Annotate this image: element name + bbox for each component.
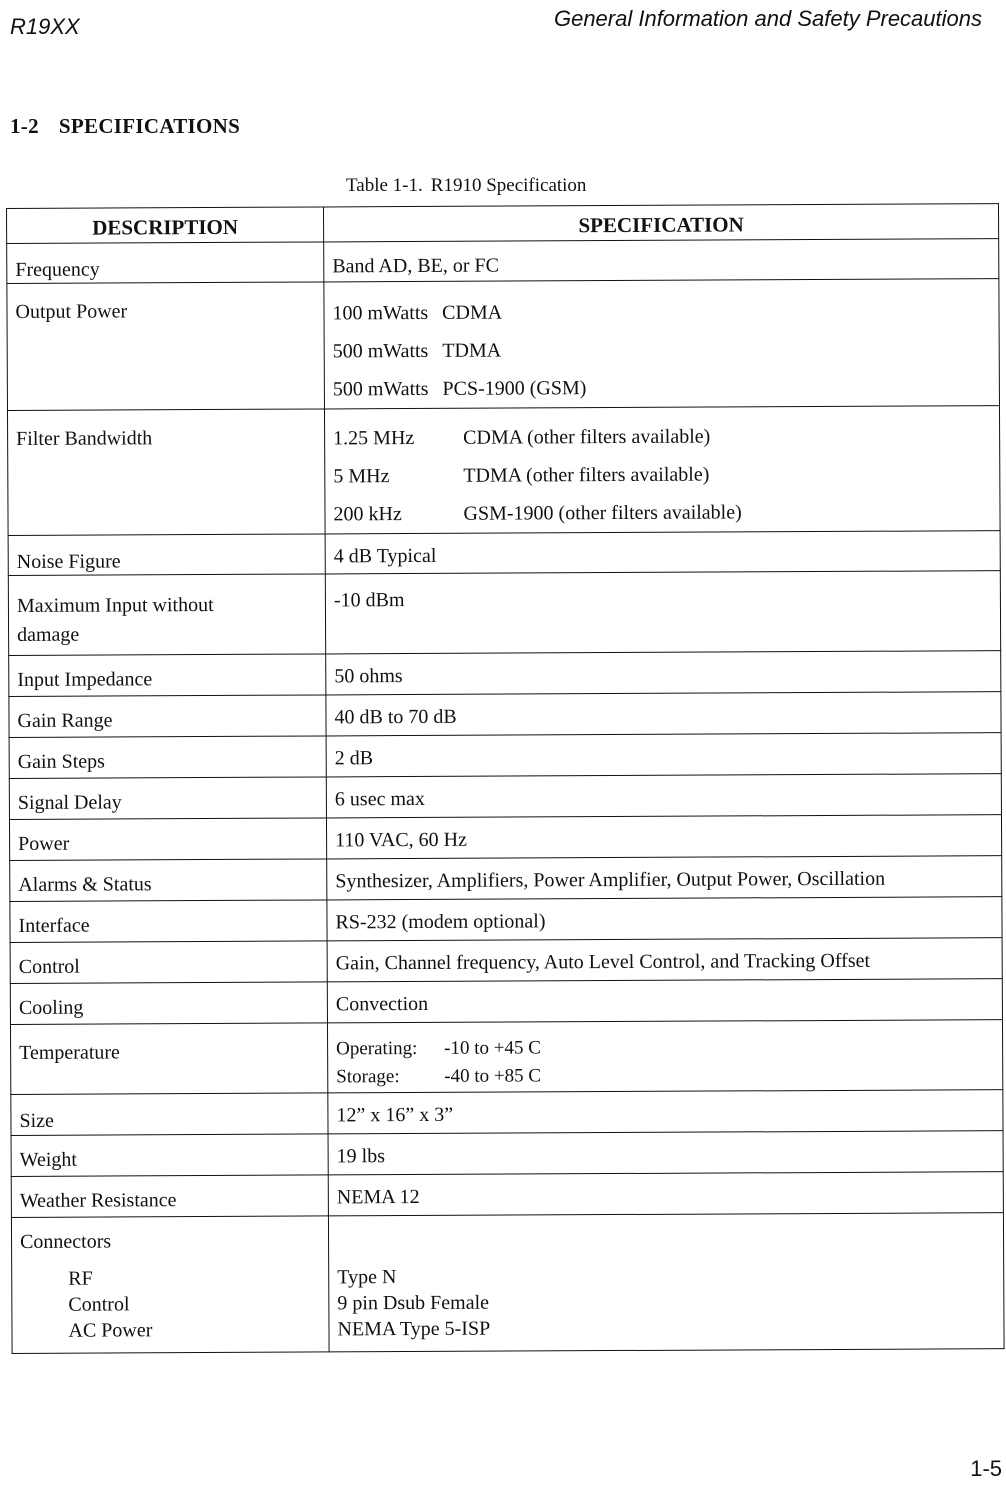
row-specification: 6 usec max [326, 774, 1001, 818]
section-title: SPECIFICATIONS [58, 114, 241, 138]
row-specification: NEMA 12 [328, 1172, 1003, 1216]
specification-table [6, 203, 1005, 1354]
row-specification: Gain, Channel frequency, Auto Level Control, and Tracking Offset [327, 938, 1002, 982]
row-specification: RS-232 (modem optional) [327, 897, 1002, 941]
row-specification: 50 ohms [326, 651, 1001, 695]
row-description: Noise Figure [8, 534, 325, 576]
row-specification: Band AD, BE, or FC [324, 239, 999, 282]
table-row [8, 531, 1000, 576]
table-row [7, 406, 1000, 536]
row-description: Interface [10, 900, 327, 943]
row-specification: Operating: -10 to +45 C Storage: -40 to +85 C [327, 1020, 1002, 1093]
table-row [11, 1090, 1003, 1136]
row-specification: Convection [327, 979, 1002, 1023]
table-row [8, 571, 1000, 656]
row-specification: 2 dB [326, 733, 1001, 777]
row-description: Cooling [10, 982, 327, 1025]
row-specification: Synthesizer, Amplifiers, Power Amplifier, Output Power, Oscillation [327, 856, 1002, 900]
table-row [7, 279, 1000, 411]
table-row [10, 1020, 1002, 1095]
page-number: 1-5 [970, 1456, 1002, 1481]
table-row [11, 1131, 1003, 1177]
section-heading [10, 114, 240, 139]
table-row [9, 774, 1001, 820]
row-specification: 110 VAC, 60 Hz [326, 815, 1001, 859]
table-caption [346, 175, 586, 197]
row-description: Size [11, 1093, 328, 1136]
table-header-row [7, 204, 999, 244]
table-row [9, 733, 1001, 779]
running-header-right: General Information and Safety Precautions [553, 6, 982, 31]
table-row [10, 897, 1002, 943]
row-description: Gain Steps [9, 736, 326, 779]
table-row [9, 815, 1001, 861]
table-row [10, 938, 1002, 984]
row-specification: Type N 9 pin Dsub Female NEMA Type 5-ISP [328, 1213, 1004, 1352]
row-specification: 1.25 MHz CDMA (other filters available) 5 MHz TDMA (other filters available) 200 kHz GSM-1900 (other filters available) [324, 406, 1000, 534]
column-header-specification: SPECIFICATION [323, 204, 998, 242]
row-description: Input Impedance [9, 654, 326, 697]
row-description: Filter Bandwidth [7, 409, 325, 536]
table-caption-number: Table 1-1. [346, 175, 423, 196]
table-row [11, 1213, 1004, 1354]
row-description: Frequency [7, 242, 324, 284]
table-row [10, 979, 1002, 1025]
row-description: Connectors RF Control AC Power [11, 1216, 329, 1354]
row-specification: 40 dB to 70 dB [326, 692, 1001, 736]
row-description: Alarms & Status [10, 859, 327, 902]
row-specification: 12” x 16” x 3” [328, 1090, 1003, 1134]
table-row [10, 856, 1002, 902]
table-row [9, 651, 1001, 697]
row-description: Weight [11, 1134, 328, 1177]
table-row [9, 692, 1001, 738]
row-description: Weather Resistance [11, 1175, 328, 1218]
row-specification: 19 lbs [328, 1131, 1003, 1175]
table-row [11, 1172, 1003, 1218]
section-number: 1-2 [10, 114, 39, 138]
row-description: Maximum Input without damage [8, 574, 325, 656]
row-description: Gain Range [9, 695, 326, 738]
row-description: Control [10, 941, 327, 984]
running-header-left: R19XX [10, 14, 80, 39]
row-description: Power [9, 818, 326, 861]
row-description: Output Power [7, 282, 325, 411]
row-specification: 4 dB Typical [325, 531, 1000, 574]
table-row [7, 239, 999, 284]
column-header-description: DESCRIPTION [7, 207, 324, 244]
row-specification: -10 dBm [325, 571, 1000, 654]
row-description: Temperature [10, 1023, 327, 1095]
row-description: Signal Delay [9, 777, 326, 820]
table-caption-title: R1910 Specification [430, 175, 587, 196]
row-specification: 100 mWatts CDMA 500 mWatts TDMA 500 mWatts PCS-1900 (GSM) [324, 279, 1000, 409]
